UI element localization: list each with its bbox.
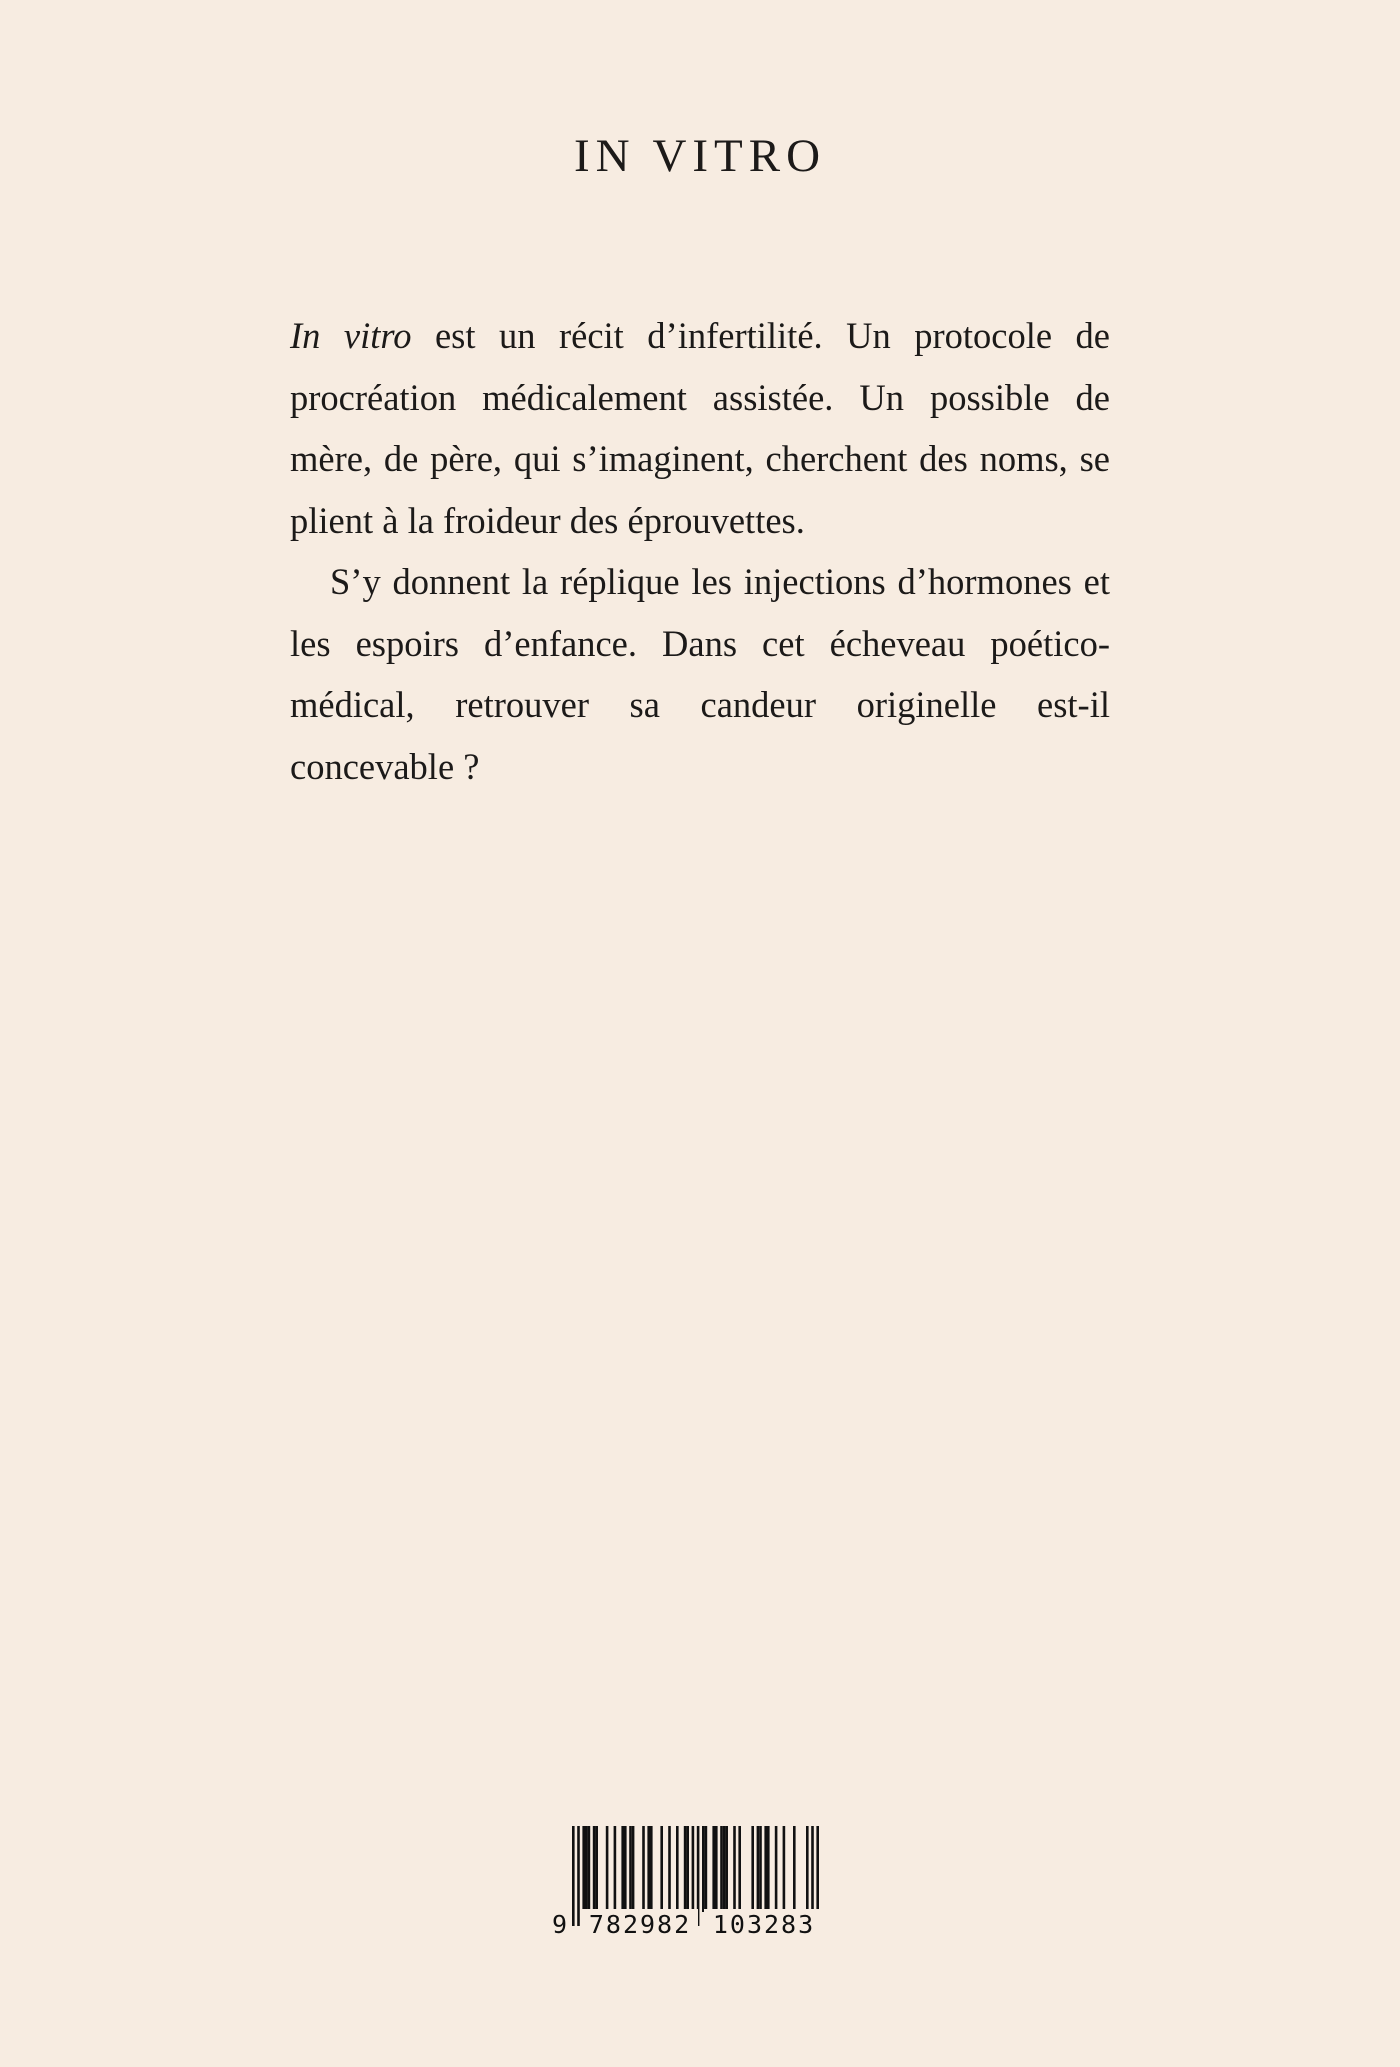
blurb-paragraph-2: S’y donnent la réplique les injections d’hormones et les espoirs d’enfance. Dans cet écheveau poético-médical, retrouver sa candeur originelle est-il concevable ? <box>290 561 1110 787</box>
barcode-bar <box>783 1826 786 1912</box>
barcode-bar <box>588 1826 591 1912</box>
barcode-bar <box>650 1826 653 1912</box>
barcode-bar <box>806 1826 809 1912</box>
barcode-bar <box>767 1826 770 1912</box>
barcode-bar <box>614 1826 617 1912</box>
barcode-bar <box>715 1826 718 1912</box>
barcode-bar <box>668 1826 671 1912</box>
barcode-bar <box>582 1826 585 1912</box>
isbn-number <box>550 1909 830 1941</box>
barcode-bar <box>642 1826 645 1912</box>
barcode-bar <box>725 1826 728 1912</box>
barcode-bar <box>593 1826 596 1912</box>
barcode-bar <box>733 1826 736 1912</box>
barcode-bar <box>632 1826 635 1912</box>
barcode-bar <box>595 1826 598 1912</box>
back-cover-blurb <box>290 305 1110 797</box>
isbn-lead-digit: 9 <box>552 1910 568 1939</box>
barcode-bar <box>676 1826 679 1912</box>
barcode-bar <box>585 1826 588 1912</box>
barcode-bar <box>702 1826 705 1912</box>
barcode-bar <box>647 1826 650 1912</box>
barcode-bar <box>764 1826 767 1912</box>
barcode-bar <box>720 1826 723 1912</box>
isbn-right-group: 103283 <box>704 1909 824 1941</box>
barcode-bar <box>738 1826 741 1912</box>
blurb-paragraph-1 <box>290 305 1110 551</box>
barcode-bar <box>629 1826 632 1912</box>
blurb-paragraph-1-text: est un récit d’infertilité. Un protocole de procréation médicalement assistée. Un possible de mère, de père, qui s’imaginent, cherchent des noms, se plient à la froideur des éprouvettes. <box>290 315 1110 541</box>
barcode-bar <box>705 1826 708 1912</box>
barcode-bar <box>684 1826 687 1912</box>
barcode-bar <box>621 1826 624 1912</box>
barcode-bar <box>723 1826 726 1912</box>
book-title: IN VITRO <box>573 130 827 182</box>
barcode-bar <box>686 1826 689 1912</box>
barcode-bar <box>751 1826 754 1912</box>
barcode-bar <box>775 1826 778 1912</box>
barcode-bar <box>660 1826 663 1912</box>
barcode-bar <box>793 1826 796 1912</box>
barcode-bar <box>712 1826 715 1912</box>
isbn-left-group: 782982 <box>582 1909 698 1941</box>
barcode-bar <box>624 1826 627 1912</box>
barcode-bar <box>606 1826 609 1912</box>
italic-title-reference: In vitro <box>290 315 412 356</box>
barcode-bar <box>757 1826 760 1912</box>
barcode-bar <box>759 1826 762 1912</box>
